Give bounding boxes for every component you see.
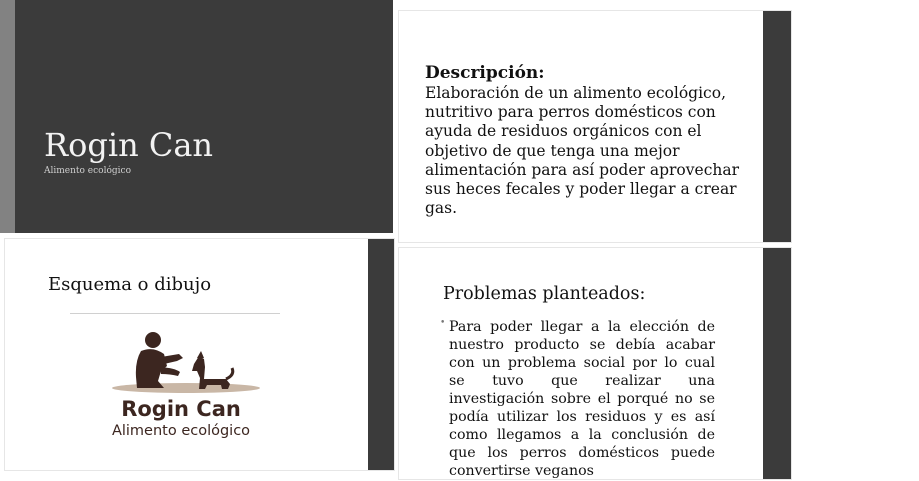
problems-slide xyxy=(398,247,792,480)
sketch-slide xyxy=(4,238,395,471)
person-petting-dog-logo-icon xyxy=(101,331,271,395)
slide-side-bar xyxy=(763,248,791,479)
slide-title: Rogin Can xyxy=(44,126,214,164)
description-heading: Descripción: xyxy=(425,63,545,83)
logo-brand-name: Rogin Can xyxy=(121,397,241,421)
problems-heading: Problemas planteados: xyxy=(443,284,646,304)
slide-side-bar xyxy=(368,239,394,470)
description-slide xyxy=(398,10,792,243)
logo-tagline: Alimento ecológico xyxy=(111,423,251,439)
slide-subtitle: Alimento ecológico xyxy=(44,166,131,176)
slide-side-bar xyxy=(763,11,791,242)
title-slide-stripe xyxy=(0,0,15,233)
problems-bullet-text: Para poder llegar a la elección de nuestro producto se debía acabar con un problema social por lo cual se tuvo que realizar una investigación sobre el porqué no se podía utilizar los residuos y es así como llegamos a la conclusión de que los perros domésticos puede convertirse veganos xyxy=(449,319,715,479)
heading-divider xyxy=(70,313,280,314)
sketch-heading: Esquema o dibujo xyxy=(48,274,212,295)
bullet-dot-icon: • xyxy=(440,318,446,328)
description-body: Elaboración de un alimento ecológico, nutritivo para perros domésticos con ayuda de residuos orgánicos con el objetivo de que tenga una mejor alimentación para así poder aprovechar sus heces fecales y poder llegar a crear gas. xyxy=(425,84,740,218)
title-slide xyxy=(0,0,393,233)
